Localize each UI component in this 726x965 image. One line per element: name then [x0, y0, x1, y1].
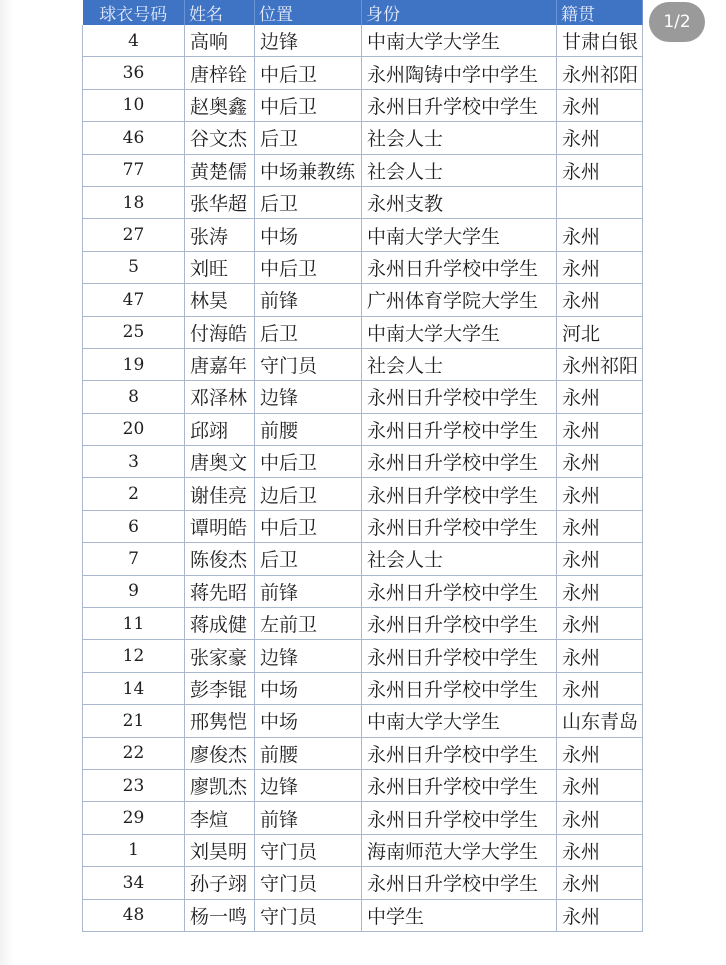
- player-name-cell: 蒋先昭: [185, 575, 255, 607]
- hometown-cell: 永州祁阳: [557, 348, 643, 380]
- header-jersey-number: 球衣号码: [83, 0, 185, 25]
- player-name-cell: 林昊: [185, 284, 255, 316]
- player-name-cell: 李煊: [185, 802, 255, 834]
- table-row: [83, 446, 643, 478]
- jersey-number-cell: 36: [83, 57, 185, 89]
- position-cell: 中后卫: [255, 446, 362, 478]
- position-cell: 守门员: [255, 899, 362, 931]
- jersey-number-cell: 14: [83, 672, 185, 704]
- table-row: [83, 737, 643, 769]
- identity-cell: 永州日升学校中学生: [362, 769, 557, 801]
- identity-cell: 永州日升学校中学生: [362, 575, 557, 607]
- hometown-cell: 河北: [557, 316, 643, 348]
- position-cell: 后卫: [255, 316, 362, 348]
- hometown-cell: 永州: [557, 478, 643, 510]
- position-cell: 中后卫: [255, 57, 362, 89]
- hometown-cell: [557, 186, 643, 218]
- jersey-number-cell: 18: [83, 186, 185, 218]
- position-cell: 守门员: [255, 834, 362, 866]
- identity-cell: 中南大学大学生: [362, 219, 557, 251]
- identity-cell: 永州日升学校中学生: [362, 89, 557, 121]
- jersey-number-cell: 48: [83, 899, 185, 931]
- hometown-cell: 永州: [557, 446, 643, 478]
- position-cell: 边锋: [255, 640, 362, 672]
- position-cell: 中后卫: [255, 89, 362, 121]
- hometown-cell: 永州: [557, 899, 643, 931]
- identity-cell: 永州陶铸中学中学生: [362, 57, 557, 89]
- position-cell: 守门员: [255, 867, 362, 899]
- jersey-number-cell: 25: [83, 316, 185, 348]
- player-name-cell: 彭李锟: [185, 672, 255, 704]
- player-name-cell: 陈俊杰: [185, 543, 255, 575]
- hometown-cell: 永州: [557, 154, 643, 186]
- hometown-cell: 永州: [557, 834, 643, 866]
- identity-cell: 永州日升学校中学生: [362, 413, 557, 445]
- hometown-cell: 甘肃白银: [557, 25, 643, 57]
- identity-cell: 中南大学大学生: [362, 705, 557, 737]
- header-hometown: 籍贯: [557, 0, 643, 25]
- position-cell: 中场: [255, 705, 362, 737]
- table-row: [83, 154, 643, 186]
- player-name-cell: 邢隽恺: [185, 705, 255, 737]
- player-name-cell: 孙子翊: [185, 867, 255, 899]
- hometown-cell: 永州: [557, 284, 643, 316]
- identity-cell: 永州日升学校中学生: [362, 251, 557, 283]
- hometown-cell: 永州: [557, 672, 643, 704]
- player-name-cell: 黄楚儒: [185, 154, 255, 186]
- table-row: [83, 769, 643, 801]
- hometown-cell: 永州: [557, 219, 643, 251]
- identity-cell: 永州日升学校中学生: [362, 510, 557, 542]
- identity-cell: 海南师范大学大学生: [362, 834, 557, 866]
- hometown-cell: 永州: [557, 381, 643, 413]
- identity-cell: 永州日升学校中学生: [362, 478, 557, 510]
- table-row: [83, 25, 643, 57]
- table-row: [83, 413, 643, 445]
- table-row: [83, 284, 643, 316]
- table-row: [83, 543, 643, 575]
- jersey-number-cell: 11: [83, 608, 185, 640]
- jersey-number-cell: 29: [83, 802, 185, 834]
- roster-body: [83, 25, 643, 931]
- table-row: [83, 867, 643, 899]
- jersey-number-cell: 6: [83, 510, 185, 542]
- position-cell: 前锋: [255, 284, 362, 316]
- table-row: [83, 802, 643, 834]
- jersey-number-cell: 21: [83, 705, 185, 737]
- table-row: [83, 672, 643, 704]
- jersey-number-cell: 46: [83, 122, 185, 154]
- identity-cell: 广州体育学院大学生: [362, 284, 557, 316]
- position-cell: 中后卫: [255, 251, 362, 283]
- page-shadow: [0, 0, 14, 965]
- header-name: 姓名: [185, 0, 255, 25]
- position-cell: 前腰: [255, 413, 362, 445]
- position-cell: 边锋: [255, 769, 362, 801]
- position-cell: 前腰: [255, 737, 362, 769]
- player-name-cell: 谷文杰: [185, 122, 255, 154]
- table-row: [83, 381, 643, 413]
- identity-cell: 社会人士: [362, 154, 557, 186]
- jersey-number-cell: 9: [83, 575, 185, 607]
- jersey-number-cell: 1: [83, 834, 185, 866]
- jersey-number-cell: 4: [83, 25, 185, 57]
- jersey-number-cell: 7: [83, 543, 185, 575]
- identity-cell: 中南大学大学生: [362, 316, 557, 348]
- identity-cell: 社会人士: [362, 122, 557, 154]
- table-row: [83, 251, 643, 283]
- player-name-cell: 张家豪: [185, 640, 255, 672]
- jersey-number-cell: 12: [83, 640, 185, 672]
- position-cell: 前锋: [255, 802, 362, 834]
- position-cell: 守门员: [255, 348, 362, 380]
- identity-cell: 中南大学大学生: [362, 25, 557, 57]
- jersey-number-cell: 23: [83, 769, 185, 801]
- table-row: [83, 640, 643, 672]
- hometown-cell: 永州: [557, 737, 643, 769]
- player-name-cell: 廖俊杰: [185, 737, 255, 769]
- identity-cell: 永州日升学校中学生: [362, 640, 557, 672]
- player-name-cell: 刘旺: [185, 251, 255, 283]
- position-cell: 左前卫: [255, 608, 362, 640]
- jersey-number-cell: 3: [83, 446, 185, 478]
- table-row: [83, 705, 643, 737]
- table-row: [83, 122, 643, 154]
- position-cell: 后卫: [255, 122, 362, 154]
- position-cell: 后卫: [255, 543, 362, 575]
- hometown-cell: 永州: [557, 802, 643, 834]
- table-row: [83, 510, 643, 542]
- hometown-cell: 永州祁阳: [557, 57, 643, 89]
- player-name-cell: 张华超: [185, 186, 255, 218]
- table-row: [83, 575, 643, 607]
- position-cell: 中场兼教练: [255, 154, 362, 186]
- player-name-cell: 唐嘉年: [185, 348, 255, 380]
- player-name-cell: 廖凯杰: [185, 769, 255, 801]
- jersey-number-cell: 2: [83, 478, 185, 510]
- jersey-number-cell: 47: [83, 284, 185, 316]
- player-name-cell: 邱翊: [185, 413, 255, 445]
- identity-cell: 社会人士: [362, 543, 557, 575]
- identity-cell: 永州日升学校中学生: [362, 672, 557, 704]
- position-cell: 中后卫: [255, 510, 362, 542]
- table-row: [83, 316, 643, 348]
- identity-cell: 永州支教: [362, 186, 557, 218]
- identity-cell: 永州日升学校中学生: [362, 446, 557, 478]
- identity-cell: 中学生: [362, 899, 557, 931]
- identity-cell: 社会人士: [362, 348, 557, 380]
- hometown-cell: 永州: [557, 769, 643, 801]
- position-cell: 前锋: [255, 575, 362, 607]
- table-row: [83, 186, 643, 218]
- header-row: [83, 0, 643, 25]
- hometown-cell: 永州: [557, 251, 643, 283]
- roster-sheet: [82, 0, 642, 932]
- table-row: [83, 834, 643, 866]
- table-row: [83, 89, 643, 121]
- hometown-cell: 永州: [557, 640, 643, 672]
- table-row: [83, 608, 643, 640]
- identity-cell: 永州日升学校中学生: [362, 802, 557, 834]
- identity-cell: 永州日升学校中学生: [362, 737, 557, 769]
- identity-cell: 永州日升学校中学生: [362, 381, 557, 413]
- jersey-number-cell: 10: [83, 89, 185, 121]
- header-identity: 身份: [362, 0, 557, 25]
- player-name-cell: 杨一鸣: [185, 899, 255, 931]
- jersey-number-cell: 5: [83, 251, 185, 283]
- identity-cell: 永州日升学校中学生: [362, 867, 557, 899]
- hometown-cell: 永州: [557, 575, 643, 607]
- page-indicator[interactable]: 1/2: [649, 2, 705, 42]
- jersey-number-cell: 22: [83, 737, 185, 769]
- identity-cell: 永州日升学校中学生: [362, 608, 557, 640]
- position-cell: 边后卫: [255, 478, 362, 510]
- position-cell: 中场: [255, 219, 362, 251]
- hometown-cell: 永州: [557, 122, 643, 154]
- player-name-cell: 张涛: [185, 219, 255, 251]
- table-row: [83, 219, 643, 251]
- position-cell: 边锋: [255, 25, 362, 57]
- player-name-cell: 赵奥鑫: [185, 89, 255, 121]
- hometown-cell: 山东青岛: [557, 705, 643, 737]
- jersey-number-cell: 27: [83, 219, 185, 251]
- hometown-cell: 永州: [557, 543, 643, 575]
- jersey-number-cell: 77: [83, 154, 185, 186]
- player-name-cell: 刘昊明: [185, 834, 255, 866]
- table-row: [83, 348, 643, 380]
- player-name-cell: 唐梓铨: [185, 57, 255, 89]
- hometown-cell: 永州: [557, 510, 643, 542]
- table-row: [83, 57, 643, 89]
- jersey-number-cell: 34: [83, 867, 185, 899]
- position-cell: 中场: [255, 672, 362, 704]
- hometown-cell: 永州: [557, 867, 643, 899]
- player-name-cell: 付海皓: [185, 316, 255, 348]
- jersey-number-cell: 20: [83, 413, 185, 445]
- header-position: 位置: [255, 0, 362, 25]
- hometown-cell: 永州: [557, 89, 643, 121]
- position-cell: 后卫: [255, 186, 362, 218]
- table-row: [83, 899, 643, 931]
- player-name-cell: 蒋成健: [185, 608, 255, 640]
- position-cell: 边锋: [255, 381, 362, 413]
- player-name-cell: 谭明皓: [185, 510, 255, 542]
- roster-table: [82, 0, 643, 932]
- player-name-cell: 唐奥文: [185, 446, 255, 478]
- player-name-cell: 谢佳亮: [185, 478, 255, 510]
- table-row: [83, 478, 643, 510]
- hometown-cell: 永州: [557, 608, 643, 640]
- player-name-cell: 高响: [185, 25, 255, 57]
- jersey-number-cell: 19: [83, 348, 185, 380]
- hometown-cell: 永州: [557, 413, 643, 445]
- player-name-cell: 邓泽林: [185, 381, 255, 413]
- jersey-number-cell: 8: [83, 381, 185, 413]
